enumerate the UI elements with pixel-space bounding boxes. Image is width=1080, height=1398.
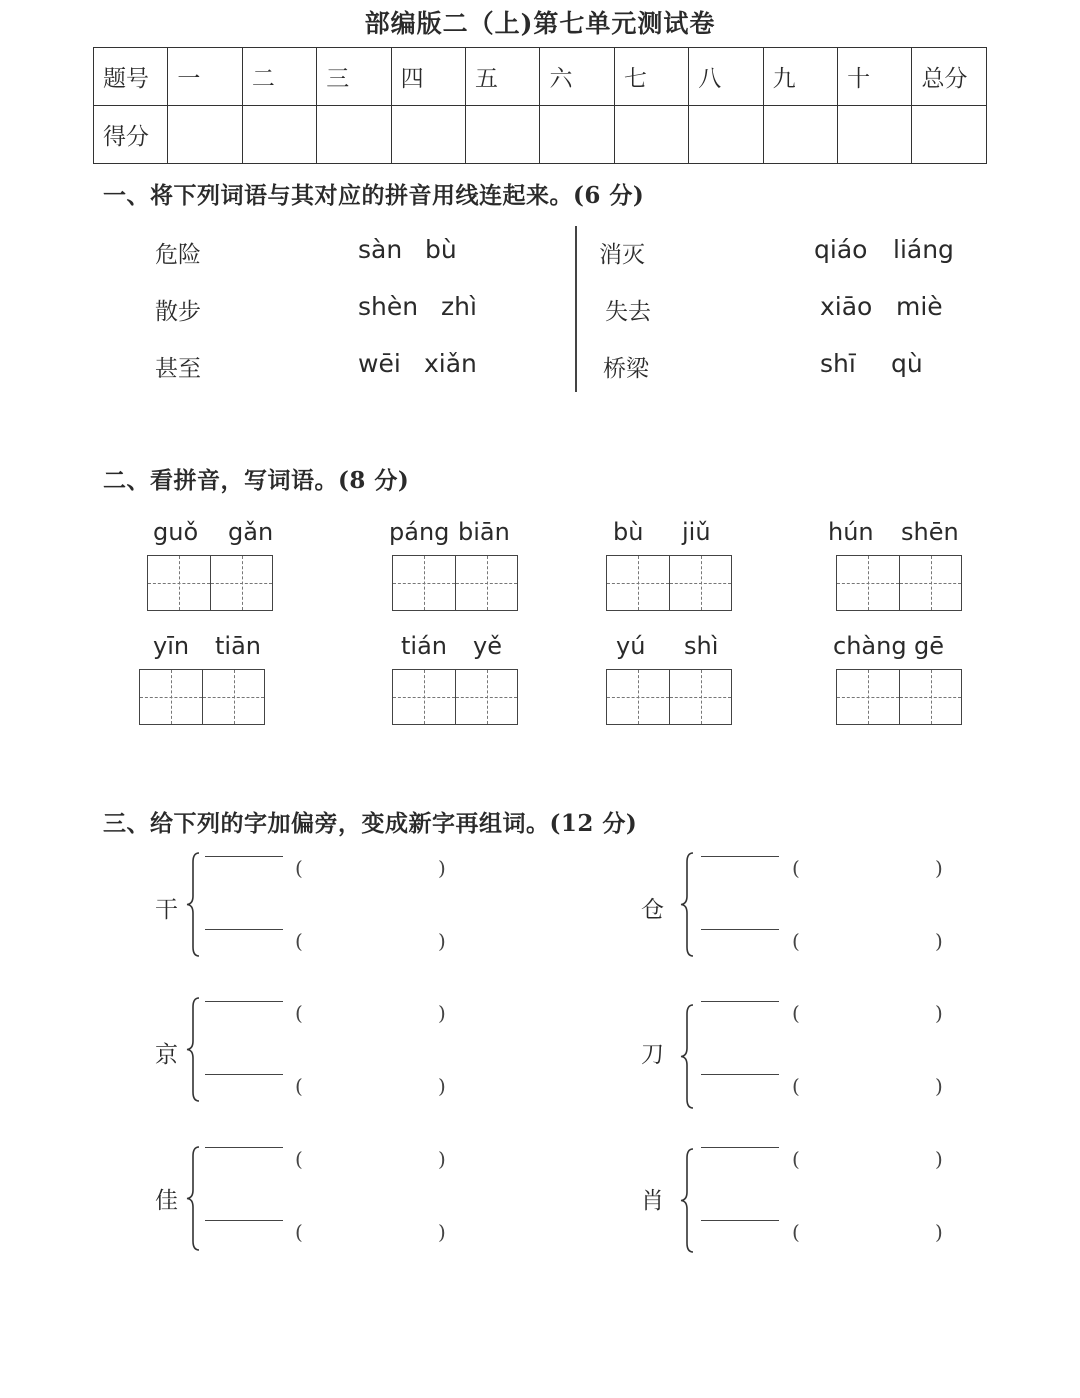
paren-close: ) bbox=[438, 856, 446, 880]
s1-left-pinyin: bù bbox=[425, 235, 457, 264]
score-header-cell: 二 bbox=[242, 48, 316, 106]
pinyin-label: jiǔ bbox=[682, 518, 711, 546]
score-cell[interactable] bbox=[540, 106, 614, 164]
score-cell[interactable] bbox=[391, 106, 465, 164]
pinyin-label: tián bbox=[401, 632, 447, 660]
section1-divider bbox=[575, 226, 577, 392]
score-header-cell: 六 bbox=[540, 48, 614, 106]
score-row-label: 得分 bbox=[94, 106, 168, 164]
score-header-cell: 十 bbox=[838, 48, 912, 106]
brace-icon bbox=[680, 852, 694, 957]
paren-close: ) bbox=[935, 929, 943, 953]
score-cell[interactable] bbox=[614, 106, 688, 164]
radical-blank[interactable] bbox=[701, 856, 779, 857]
pinyin-label: biān bbox=[458, 518, 510, 546]
s1-right-word: 消灭 bbox=[599, 242, 645, 268]
base-character: 刀 bbox=[641, 1042, 664, 1068]
score-header-cell: 九 bbox=[763, 48, 837, 106]
brace-icon bbox=[680, 1004, 694, 1109]
score-cell[interactable] bbox=[466, 106, 540, 164]
pinyin-label: gē bbox=[914, 632, 944, 660]
brace-icon bbox=[186, 1146, 200, 1251]
s1-left-pinyin: xiǎn bbox=[424, 349, 477, 378]
writing-box-pair[interactable] bbox=[836, 555, 962, 611]
score-header-cell: 三 bbox=[317, 48, 391, 106]
paren-close: ) bbox=[935, 1220, 943, 1244]
writing-box-pair[interactable] bbox=[392, 669, 518, 725]
score-cell[interactable] bbox=[912, 106, 987, 164]
score-header-cell: 八 bbox=[689, 48, 763, 106]
paren-open: ( bbox=[295, 929, 303, 953]
pinyin-label: yīn bbox=[153, 632, 190, 660]
paren-open: ( bbox=[792, 929, 800, 953]
radical-blank[interactable] bbox=[205, 1074, 283, 1075]
radical-blank[interactable] bbox=[701, 1074, 779, 1075]
s1-right-pinyin: qiáo bbox=[814, 235, 868, 264]
score-header-cell: 四 bbox=[391, 48, 465, 106]
paren-close: ) bbox=[935, 1147, 943, 1171]
paren-close: ) bbox=[438, 1074, 446, 1098]
s1-right-pinyin: shī bbox=[820, 349, 856, 378]
paren-open: ( bbox=[295, 1220, 303, 1244]
radical-blank[interactable] bbox=[701, 1147, 779, 1148]
score-header-cell: 一 bbox=[168, 48, 242, 106]
s1-left-pinyin: sàn bbox=[358, 235, 403, 264]
radical-blank[interactable] bbox=[701, 1220, 779, 1221]
pinyin-label: bù bbox=[613, 518, 644, 546]
writing-box-pair[interactable] bbox=[392, 555, 518, 611]
score-cell[interactable] bbox=[838, 106, 912, 164]
paren-close: ) bbox=[438, 1147, 446, 1171]
score-table-header-row bbox=[94, 48, 987, 106]
paren-close: ) bbox=[935, 1001, 943, 1025]
s1-left-word: 危险 bbox=[155, 242, 201, 268]
s1-right-pinyin: miè bbox=[896, 292, 943, 321]
writing-box-pair[interactable] bbox=[147, 555, 273, 611]
score-cell[interactable] bbox=[317, 106, 391, 164]
s1-left-pinyin: zhì bbox=[441, 292, 477, 321]
paren-open: ( bbox=[792, 1001, 800, 1025]
brace-icon bbox=[186, 852, 200, 957]
s1-right-pinyin: qù bbox=[891, 349, 923, 378]
paren-close: ) bbox=[935, 1074, 943, 1098]
page-title: 部编版二（上)第七单元测试卷 bbox=[364, 9, 716, 38]
score-cell[interactable] bbox=[242, 106, 316, 164]
paren-open: ( bbox=[295, 856, 303, 880]
radical-blank[interactable] bbox=[701, 929, 779, 930]
base-character: 仓 bbox=[641, 897, 664, 923]
pinyin-label: gǎn bbox=[228, 518, 274, 546]
score-header-cell: 七 bbox=[614, 48, 688, 106]
pinyin-label: hún bbox=[828, 518, 874, 546]
paren-open: ( bbox=[792, 1074, 800, 1098]
radical-blank[interactable] bbox=[205, 856, 283, 857]
paren-open: ( bbox=[295, 1147, 303, 1171]
score-header-cell: 总分 bbox=[912, 48, 987, 106]
pinyin-label: chàng bbox=[833, 632, 907, 660]
score-table-score-row bbox=[94, 106, 987, 164]
score-cell[interactable] bbox=[763, 106, 837, 164]
radical-blank[interactable] bbox=[205, 1220, 283, 1221]
base-character: 佳 bbox=[155, 1188, 178, 1214]
pinyin-label: páng bbox=[389, 518, 450, 546]
paren-open: ( bbox=[295, 1001, 303, 1025]
score-header-cell: 五 bbox=[466, 48, 540, 106]
s1-left-pinyin: wēi bbox=[358, 349, 401, 378]
pinyin-label: shēn bbox=[901, 518, 959, 546]
paren-open: ( bbox=[792, 1220, 800, 1244]
score-cell[interactable] bbox=[168, 106, 242, 164]
paren-open: ( bbox=[792, 1147, 800, 1171]
radical-blank[interactable] bbox=[205, 1147, 283, 1148]
base-character: 肖 bbox=[641, 1188, 664, 1214]
writing-box-pair[interactable] bbox=[836, 669, 962, 725]
pinyin-label: yě bbox=[473, 632, 502, 660]
base-character: 京 bbox=[155, 1042, 178, 1068]
s1-left-word: 散步 bbox=[155, 299, 201, 325]
writing-box-pair[interactable] bbox=[606, 669, 732, 725]
brace-icon bbox=[186, 997, 200, 1102]
section1-heading: 一、将下列词语与其对应的拼音用线连起来。(6 分) bbox=[103, 182, 645, 209]
s1-right-word: 桥梁 bbox=[603, 356, 649, 382]
pinyin-label: yú bbox=[616, 632, 646, 660]
radical-blank[interactable] bbox=[205, 1001, 283, 1002]
paren-open: ( bbox=[792, 856, 800, 880]
s1-left-pinyin: shèn bbox=[358, 292, 419, 321]
paren-close: ) bbox=[438, 1220, 446, 1244]
radical-blank[interactable] bbox=[205, 929, 283, 930]
base-character: 干 bbox=[155, 897, 178, 923]
s1-right-pinyin: xiāo bbox=[820, 292, 873, 321]
s1-right-word: 失去 bbox=[605, 299, 651, 325]
radical-blank[interactable] bbox=[701, 1001, 779, 1002]
s1-right-pinyin: liáng bbox=[893, 235, 954, 264]
brace-icon bbox=[680, 1148, 694, 1253]
paren-close: ) bbox=[438, 1001, 446, 1025]
paren-open: ( bbox=[295, 1074, 303, 1098]
paren-close: ) bbox=[438, 929, 446, 953]
pinyin-label: guǒ bbox=[153, 518, 199, 546]
paren-close: ) bbox=[935, 856, 943, 880]
writing-box-pair[interactable] bbox=[606, 555, 732, 611]
score-table bbox=[93, 47, 987, 164]
writing-box-pair[interactable] bbox=[139, 669, 265, 725]
section2-heading: 二、看拼音，写词语。(8 分) bbox=[103, 467, 410, 494]
score-header-cell: 题号 bbox=[94, 48, 168, 106]
pinyin-label: shì bbox=[684, 632, 719, 660]
score-cell[interactable] bbox=[689, 106, 763, 164]
pinyin-label: tiān bbox=[215, 632, 261, 660]
section3-heading: 三、给下列的字加偏旁，变成新字再组词。(12 分) bbox=[103, 810, 638, 837]
s1-left-word: 甚至 bbox=[155, 356, 201, 382]
